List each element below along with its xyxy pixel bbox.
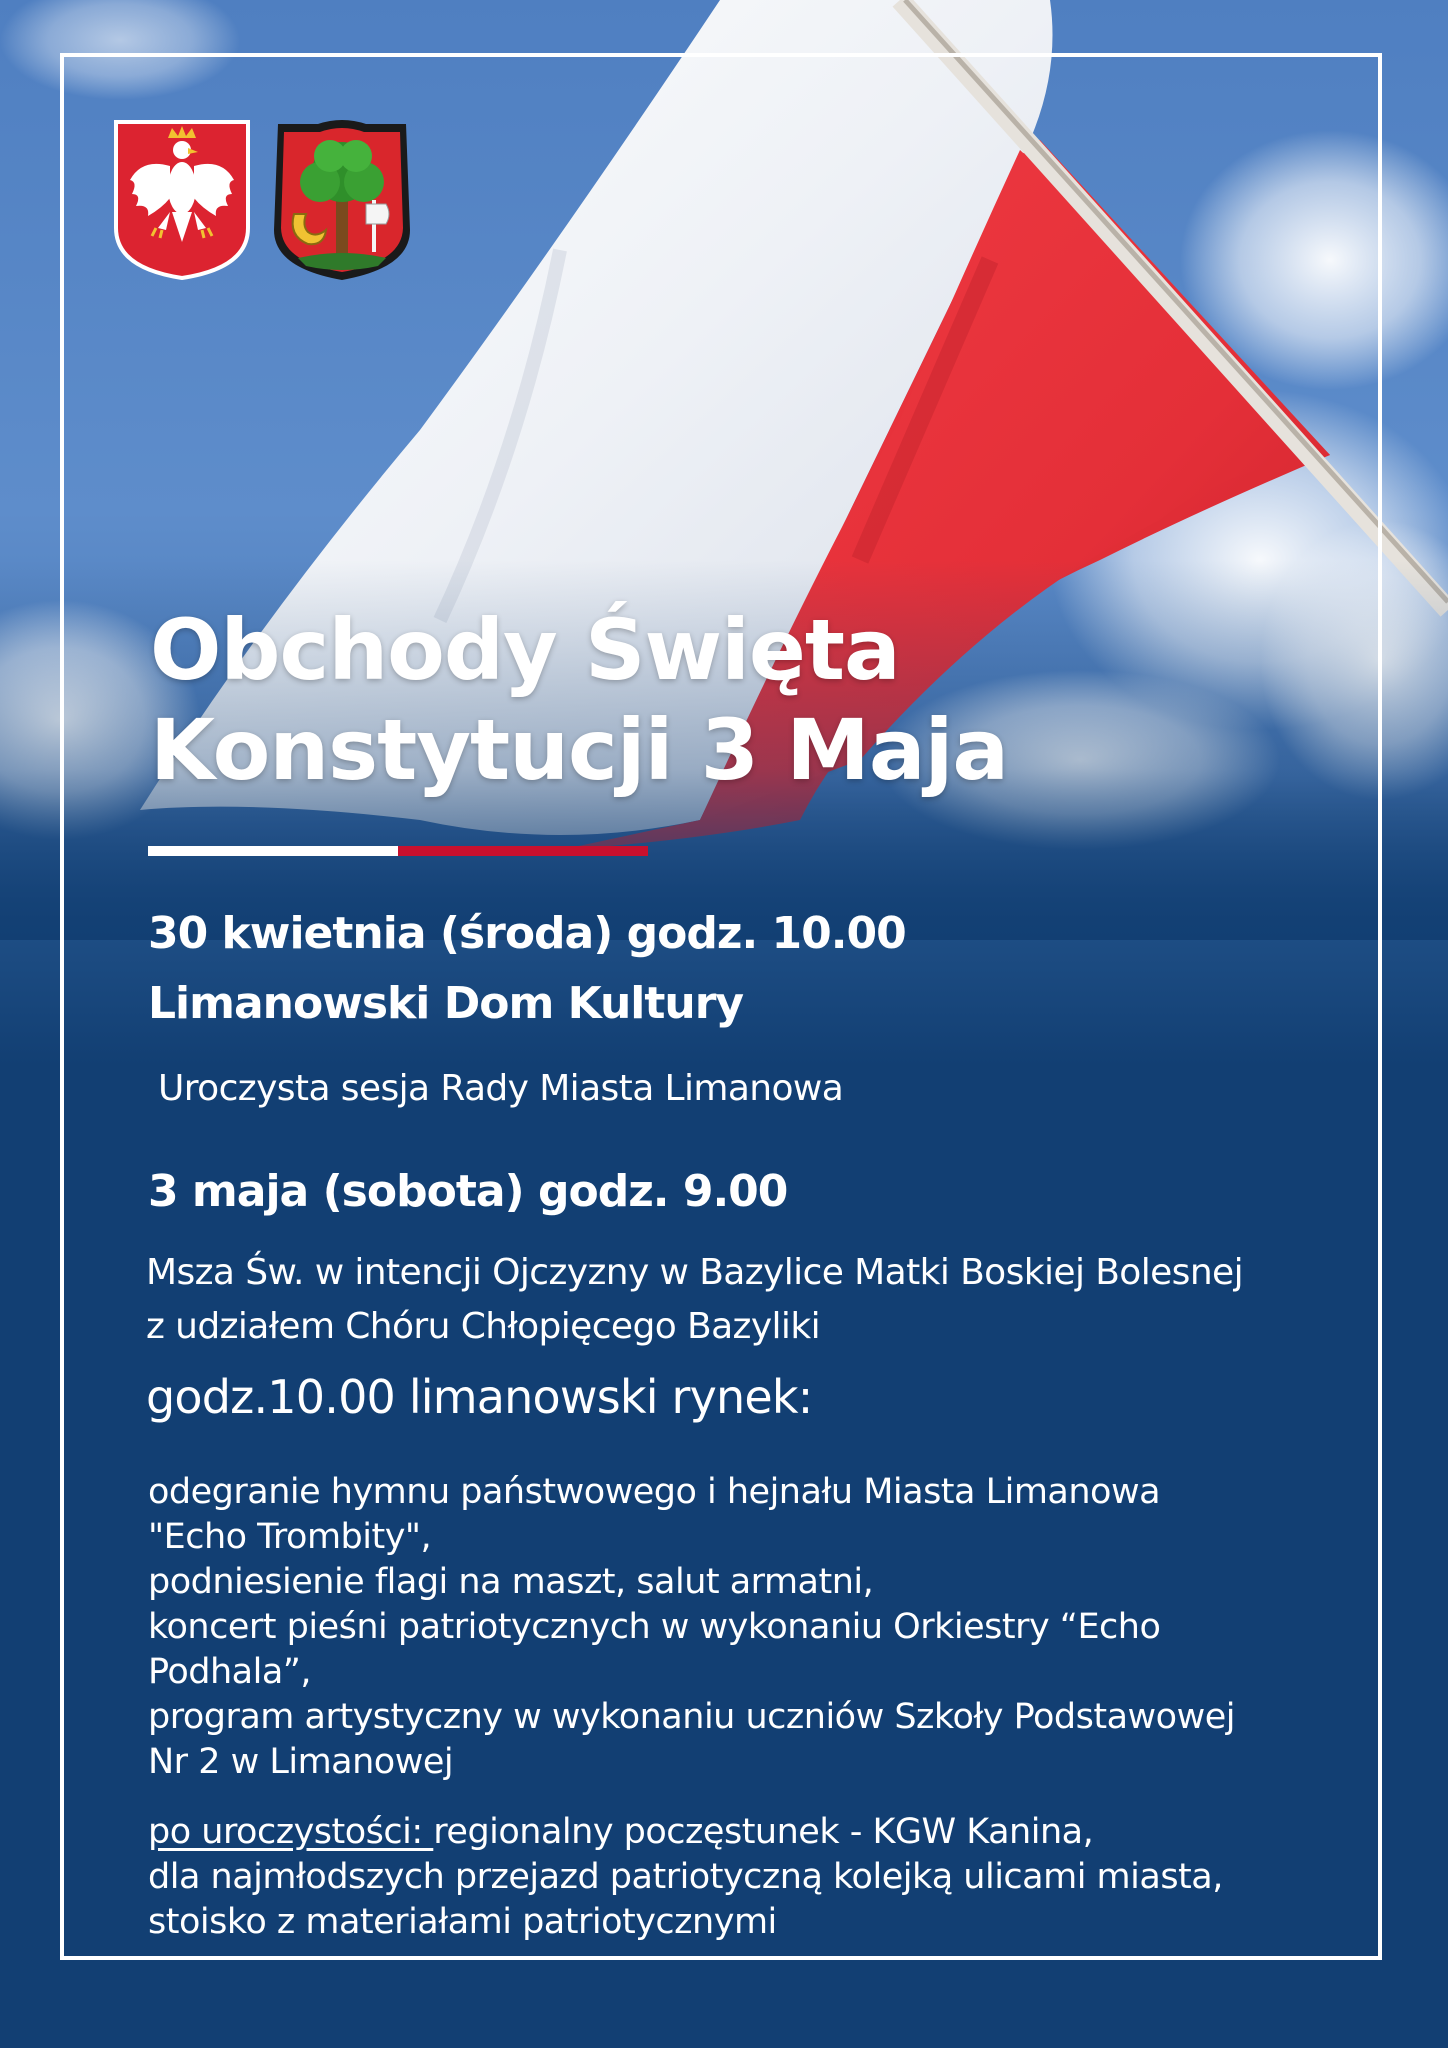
list-item: odegranie hymnu państwowego i hejnału Miasta Limanowa	[148, 1472, 1161, 1512]
white-eagle-crest-icon	[112, 118, 252, 280]
event2-date: 3 maja (sobota) godz. 9.00	[148, 1166, 788, 1217]
list-item: Podhala”,	[148, 1652, 312, 1692]
program-list	[148, 1470, 1348, 1785]
after-text-1: regionalny poczęstunek - KGW Kanina,	[433, 1812, 1094, 1852]
event1-description: Uroczysta sesja Rady Miasta Limanowa	[158, 1068, 844, 1109]
list-item: koncert pieśni patriotycznych w wykonaniu Orkiestry “Echo	[148, 1607, 1161, 1647]
after-label: po uroczystości:	[148, 1812, 434, 1852]
event1-date: 30 kwietnia (środa) godz. 10.00	[148, 908, 906, 959]
event2-mass-line-1: Msza Św. w intencji Ojczyzny w Bazylice Matki Boskiej Bolesnej	[146, 1252, 1243, 1293]
after-line-3: stoisko z materiałami patriotycznymi	[148, 1902, 777, 1942]
title-line-1: Obchody Święta	[150, 601, 900, 699]
list-item: Nr 2 w Limanowej	[148, 1742, 454, 1782]
tree-horn-axe-crest-icon	[268, 118, 416, 284]
market-heading: godz.10.00 limanowski rynek:	[146, 1370, 813, 1424]
list-item: "Echo Trombity",	[148, 1517, 432, 1557]
divider-red	[398, 846, 648, 856]
title-divider	[148, 846, 648, 856]
after-line-2: dla najmłodszych przejazd patriotyczną kolejką ulicami miasta,	[148, 1857, 1223, 1897]
event2-mass-line-2: z udziałem Chóru Chłopięcego Bazyliki	[146, 1306, 820, 1347]
page-title	[150, 600, 1300, 800]
event1-place: Limanowski Dom Kultury	[148, 978, 744, 1029]
list-item: podniesienie flagi na maszt, salut armatni,	[148, 1562, 874, 1602]
divider-white	[148, 846, 398, 856]
after-ceremony	[148, 1810, 1348, 1945]
list-item: program artystyczny w wykonaniu uczniów Szkoły Podstawowej	[148, 1697, 1235, 1737]
title-line-2: Konstytucji 3 Maja	[150, 701, 1009, 799]
after-line-1	[148, 1810, 1348, 1855]
